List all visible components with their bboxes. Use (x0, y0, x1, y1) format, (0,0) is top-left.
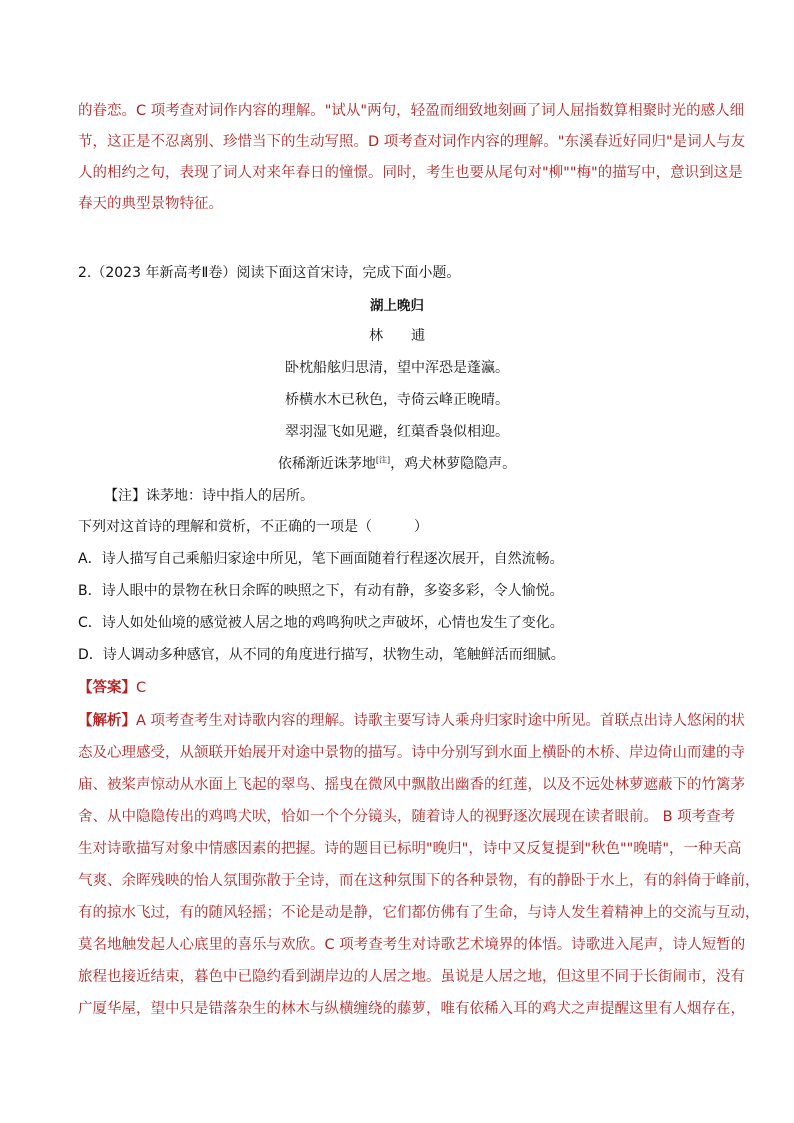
option-d: D．诗人调动多种感官，从不同的角度进行描写，状物生动，笔触鲜活而细腻。 (78, 647, 565, 663)
footnote-marker: [注] (375, 455, 391, 465)
poem-title: 湖上晚归 (370, 298, 424, 314)
option-a: A．诗人描写自己乘船归家途中所见，笔下画面随着行程逐次展开，自然流畅。 (78, 551, 564, 567)
explanation-line: 春天的典型景物特征。 (78, 196, 223, 212)
analysis-line: 态及心理感受，从颔联开始展开对途中景物的描写。诗中分别写到水面上横卧的木桥、岸边倚山而建的寺 (78, 745, 745, 761)
explanation-line: 节，这正是不忍离别、珍惜当下的生动写照。D 项考查对词作内容的理解。"东溪春近好同归"是词人与友 (78, 134, 746, 150)
question-header (78, 262, 460, 282)
analysis-label: 【解析】 (78, 713, 136, 729)
poem-line-part: ，鸡犬林萝隐隐声。 (390, 456, 517, 472)
analysis-line: 舍、从中隐隐传出的鸡鸣犬吠，恰如一个个分镜头，随着诗人的视野逐次展现在读者眼前。 B 项考查考 (78, 809, 736, 825)
question-prompt: 阅读下面这首宋诗，完成下面小题。 (236, 265, 461, 281)
analysis-line: 广厦华屋，望中只是错落杂生的林木与纵横缠绕的藤萝，唯有依稀入耳的鸡犬之声提醒这里有人烟存在， (78, 1001, 745, 1017)
question-stem: 下列对这首诗的理解和赏析，不正确的一项是（ ） (78, 519, 428, 535)
question-number: 2. (78, 265, 92, 281)
question-source: （2023 年新高考Ⅱ卷） (91, 265, 237, 281)
poem-line-part: 依稀渐近诛茅地 (277, 456, 376, 472)
analysis-line: 气爽、余晖残映的怡人氛围弥散于全诗，而在这种氛围下的各种景物，有的静卧于水上，有的斜倚于峰前， (78, 873, 760, 889)
analysis-line: 莫名地触发起人心底里的喜乐与欢欣。C 项考查考生对诗歌艺术境界的体悟。诗歌进入尾声，诗人短暂的 (78, 937, 746, 953)
answer-value: C (136, 680, 147, 696)
poem-author: 林 逋 (369, 328, 425, 344)
poem-note: 【注】诛茅地：诗中指人的居所。 (104, 488, 314, 504)
explanation-line: 的眷恋。C 项考查对词作内容的理解。"试从"两句，轻盈而细致地刻画了词人屈指数算相聚时光的感人细 (78, 103, 745, 119)
answer-label: 【答案】 (78, 680, 136, 696)
option-b: B．诗人眼中的景物在秋日余晖的映照之下，有动有静，多姿多彩，令人愉悦。 (78, 583, 564, 599)
analysis-line: 旅程也接近结束，暮色中已隐约看到湖岸边的人居之地。虽说是人居之地，但这里不同于长街闹市，没有 (78, 969, 745, 985)
analysis-text: A 项考查考生对诗歌内容的理解。诗歌主要写诗人乘舟归家时途中所见。首联点出诗人悠闲的状 (136, 713, 746, 729)
poem-line: 桥横水木已秋色，寺倚云峰正晚晴。 (285, 392, 509, 408)
poem-line: 翠羽湿飞如见避，红蕖香袅似相迎。 (285, 424, 509, 440)
option-c: C．诗人如处仙境的感觉被人居之地的鸡鸣狗吠之声破坏，心情也发生了变化。 (78, 615, 564, 631)
explanation-line: 人的相约之句，表现了词人对来年春日的憧憬。同时，考生也要从尾句对"柳""梅"的描写中，意识到这是 (78, 165, 743, 181)
analysis-line: 有的掠水飞过，有的随风轻摇；不论是动是静，它们都仿佛有了生命，与诗人发生着精神上的交流与互动， (78, 905, 760, 921)
analysis-line: 生对诗歌描写对象中情感因素的把握。诗的题目已标明"晚归"，诗中又反复提到"秋色""晚晴"，一种天高 (78, 841, 742, 857)
analysis-line (78, 706, 745, 738)
poem-line (0, 453, 794, 473)
analysis-line: 庙、被桨声惊动从水面上飞起的翠鸟、摇曳在微风中飘散出幽香的红莲，以及不远处林萝遮蔽下的竹篱茅 (78, 777, 745, 793)
answer (78, 676, 146, 697)
poem-line: 卧枕船舷归思清，望中浑恐是蓬瀛。 (285, 360, 509, 376)
